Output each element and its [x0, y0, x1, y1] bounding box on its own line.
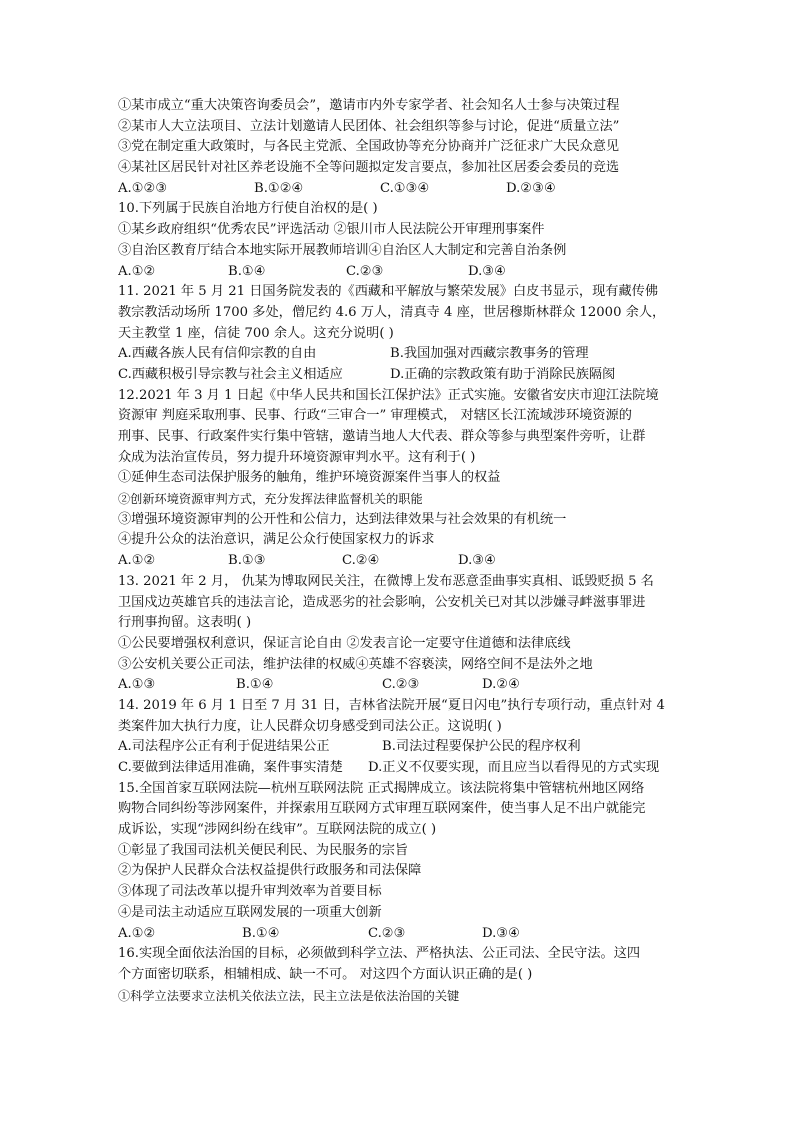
q14-option-b: B.司法过程要保护公民的程序权利	[382, 739, 581, 755]
q10-item-2: ③自治区教育厅结合本地实际开展教师培训④自治区人大制定和完善自治条例	[118, 242, 567, 258]
exam-page	[118, 96, 688, 1006]
q11-options-row-2	[118, 365, 688, 386]
q10-options	[118, 262, 688, 283]
q12-option-c: C.②④	[342, 553, 380, 569]
q16-stem-line-1: 16.实现全面依法治国的目标，必须做到科学立法、严格执法、公正司法、全民守法。这四	[118, 946, 641, 962]
q16-item-1: ①科学立法要求立法机关依法立法，民主立法是依法治国的关键	[118, 988, 460, 1003]
q9-options	[118, 179, 688, 200]
q12-stem-line-2: 资源审 判庭采取刑事、民事、行政“三审合一” 审理模式， 对辖区长江流域涉环境资源的	[118, 408, 632, 424]
question-9	[118, 96, 688, 199]
q12-options	[118, 551, 688, 572]
q10-option-a: A.①②	[118, 263, 156, 279]
q14-option-d: D.正义不仅要实现，而且应当以看得见的方式实现	[368, 760, 660, 775]
q9-item-3: ③党在制定重大政策时，与各民主党派、全国政协等充分协商并广泛征求广大民众意见	[118, 139, 620, 155]
question-16	[118, 944, 688, 1006]
question-14	[118, 696, 688, 779]
question-10	[118, 199, 688, 282]
q14-options-row-2	[118, 758, 688, 779]
q10-option-d: D.③④	[468, 263, 506, 279]
q10-stem: 10.下列属于民族自治地方行使自治权的是( )	[118, 201, 378, 217]
q15-option-a: A.①②	[118, 925, 156, 941]
q12-option-d: D.③④	[458, 553, 496, 569]
question-11	[118, 282, 688, 385]
q9-option-b: B.①②④	[254, 180, 304, 196]
q13-stem-line-2: 卫国戍边英雄官兵的违法言论，造成恶劣的社会影响，公安机关已对其以涉嫌寻衅滋事罪进	[118, 594, 646, 610]
q15-stem-line-1: 15.全国首家互联网法院—杭州互联网法院 正式揭牌成立。该法院将集中管辖杭州地区网络	[118, 780, 645, 796]
q9-item-4: ④某社区居民针对社区养老设施不全等问题拟定发言要点，参加社区居委会委员的竞选	[118, 160, 620, 176]
q12-stem-line-3: 刑事、民事、行政案件实行集中管辖，邀请当地人大代表、群众等参与典型案件旁听，让群	[118, 429, 646, 444]
q12-option-b: B.①③	[228, 553, 266, 569]
question-13	[118, 572, 688, 696]
q11-option-c: C.西藏积极引导宗教与社会主义相适应	[118, 366, 343, 382]
q15-stem-line-3: 成诉讼，实现“涉网纠纷在线审”。互联网法院的成立( )	[118, 822, 437, 838]
question-12	[118, 386, 688, 572]
q9-item-1: ①某市成立“重大决策咨询委员会”，邀请市内外专家学者、社会知名人士参与决策过程	[118, 98, 620, 113]
q16-stem-line-2: 个方面密切联系，相辅相成、缺一不可。 对这四个方面认识正确的是( )	[118, 966, 533, 982]
q11-stem-line-3: 天主教堂 1 座，信徒 700 余人。这充分说明( )	[118, 325, 394, 341]
q12-item-1: ①延伸生态司法保护服务的触角，维护环境资源案件当事人的权益	[118, 470, 501, 486]
q10-option-b: B.①④	[228, 263, 266, 279]
q15-item-2: ②为保护人民群众合法权益提供行政服务和司法保障	[118, 863, 422, 879]
q12-item-4: ④提升公众的法治意识，满足公众行使国家权力的诉求	[118, 532, 435, 548]
q9-option-a: A.①②③	[118, 180, 168, 196]
q14-options-row-1	[118, 737, 688, 758]
q15-option-b: B.①④	[242, 925, 280, 941]
q14-stem-line-2: 类案件加大执行力度，让人民群众切身感受到司法公正。这说明( )	[118, 718, 502, 734]
q15-option-d: D.③④	[482, 925, 520, 941]
q15-item-3: ③体现了司法改革以提升审判效率为首要目标	[118, 884, 382, 900]
q11-stem-line-2: 教宗教活动场所 1700 多处，僧尼约 4.6 万人，清真寺 4 座，世居穆斯林群众 12000 余人，	[118, 304, 666, 320]
q15-option-c: C.②③	[368, 925, 406, 941]
q13-option-a: A.①③	[118, 677, 156, 693]
q11-option-a: A.西藏各族人民有信仰宗教的自由	[118, 346, 317, 362]
q11-stem-line-1: 11. 2021 年 5 月 21 日国务院发表的《西藏和平解放与繁荣发展》白皮书显示，现有藏传佛	[118, 284, 659, 300]
q13-option-d: D.②④	[482, 677, 520, 693]
q15-options	[118, 924, 688, 945]
q13-option-b: B.①④	[236, 677, 274, 693]
q13-option-c: C.②③	[382, 677, 420, 693]
question-15	[118, 779, 688, 945]
q9-option-d: D.②③④	[506, 180, 556, 196]
q12-item-3: ③增强环境资源审判的公开性和公信力，达到法律效果与社会效果的有机统一	[118, 511, 567, 527]
q14-stem-line-1: 14. 2019 年 6 月 1 日至 7 月 31 日，吉林省法院开展“夏日闪电”执行专项行动，重点针对 4	[118, 697, 665, 713]
q10-item-1: ①某乡政府组织“优秀农民”评选活动 ②银川市人民法院公开审理刑事案件	[118, 222, 545, 238]
q15-item-1: ①彰显了我国司法机关便民利民、为民服务的宗旨	[118, 842, 409, 858]
q10-option-c: C.②③	[346, 263, 384, 279]
q9-option-c: C.①③④	[380, 180, 430, 196]
q13-item-1: ①公民要增强权利意识，保证言论自由 ②发表言论一定要守住道德和法律底线	[118, 635, 571, 651]
q14-option-c: C.要做到法律适用准确，案件事实清楚	[118, 760, 343, 775]
q11-options-row-1	[118, 344, 688, 365]
q11-option-d: D.正确的宗教政策有助于消除民族隔阂	[390, 366, 616, 382]
q12-stem-line-4: 众成为法治宣传员，努力提升环境资源审判水平。这有利于( )	[118, 449, 476, 465]
q15-item-4: ④是司法主动适应互联网发展的一项重大创新	[118, 904, 382, 920]
q13-stem-line-3: 行刑事拘留。这表明( )	[118, 615, 252, 631]
q15-stem-line-2: 购物合同纠纷等涉网案件，并探索用互联网方式审理互联网案件，使当事人足不出户就能完	[118, 801, 646, 817]
q9-item-2: ②某市人大立法项目、立法计划邀请人民团体、社会组织等参与讨论，促进“质量立法”	[118, 118, 620, 134]
q13-item-2: ③公安机关要公正司法，维护法律的权威④英雄不容亵渎，网络空间不是法外之地	[118, 656, 593, 672]
q12-option-a: A.①②	[118, 553, 156, 569]
q12-stem-line-1: 12.2021 年 3 月 1 日起《中华人民共和国长江保护法》正式实施。安徽省安庆市迎江法院境	[118, 387, 659, 403]
q11-option-b: B.我国加强对西藏宗教事务的管理	[390, 346, 589, 362]
q12-item-2: ②创新环境资源审判方式，充分发挥法律监督机关的职能	[118, 492, 423, 507]
q14-option-a: A.司法程序公正有利于促进结果公正	[118, 739, 330, 755]
q13-options	[118, 675, 688, 696]
q13-stem-line-1: 13. 2021 年 2 月， 仇某为博取网民关注，在微博上发布恶意歪曲事实真相、诋毁贬损 5 名	[118, 573, 654, 589]
